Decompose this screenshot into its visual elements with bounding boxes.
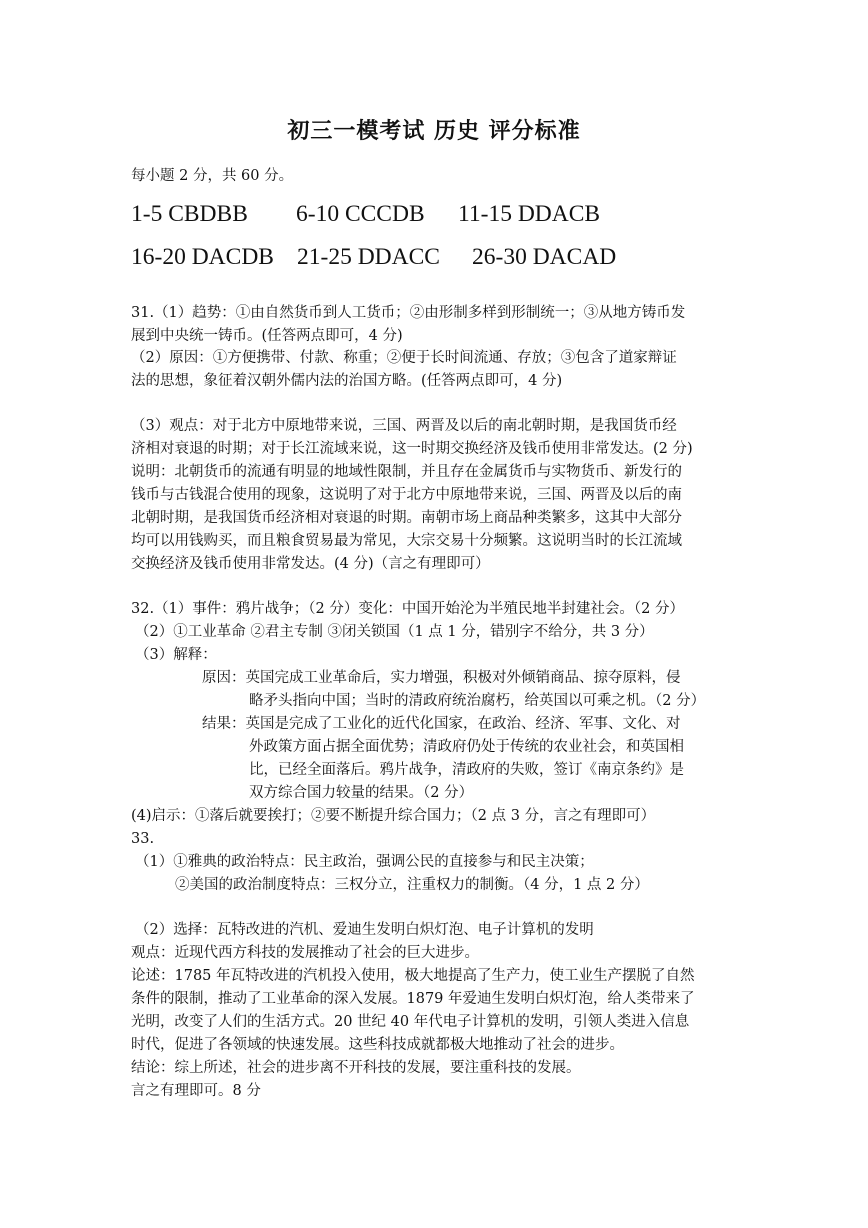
q31-line: （3）观点：对于北方中原地带来说，三国、两晋及以后的南北朝时期，是我国货币经 — [131, 418, 677, 434]
answer-group: 1-5 CBDBB — [131, 201, 248, 227]
q31-line: 展到中央统一铸币。(任答两点即可，4 分) — [131, 328, 403, 344]
q33-line: 时代，促进了各领域的快速发展。这些科技成就都极大地推动了社会的进步。 — [131, 1037, 624, 1053]
q33-line: ②美国的政治制度特点：三权分立，注重权力的制衡。（4 分，1 点 2 分） — [175, 877, 649, 893]
q33-line: （1）①雅典的政治特点：民主政治，强调公民的直接参与和民主决策； — [135, 854, 594, 870]
q33-line: （2）选择：瓦特改进的汽机、爱迪生发明白炽灯泡、电子计算机的发明 — [135, 922, 594, 938]
q31-line: 说明：北朝货币的流通有明显的地域性限制，并且存在金属货币与实物货币、新发行的 — [131, 464, 682, 480]
q31-line: 均可以用钱购买，而且粮食贸易最为常见，大宗交易十分频繁。这说明当时的长江流域 — [131, 533, 682, 549]
q32-line: 原因：英国完成工业革命后，实力增强，积极对外倾销商品、掠夺原料，侵 — [202, 670, 681, 686]
q31-line: （2）原因：①方便携带、付款、称重；②便于长时间流通、存放；③包含了道家辩证 — [131, 350, 677, 366]
answer-group: 11-15 DDACB — [458, 201, 601, 227]
q33-line: 条件的限制，推动了工业革命的深入发展。1879 年爱迪生发明白炽灯泡，给人类带来了 — [131, 991, 695, 1007]
q31-line: 交换经济及钱币使用非常发达。(4 分)（言之有理即可） — [131, 556, 490, 572]
q32-line: 略矛头指向中国；当时的清政府统治腐朽，给英国以可乘之机。（2 分） — [249, 693, 706, 709]
q33-line: 光明，改变了人们的生活方式。20 世纪 40 年代电子计算机的发明，引领人类进入信息 — [131, 1014, 690, 1030]
q32-line: 比，已经全面落后。鸦片战争，清政府的失败，签订《南京条约》是 — [249, 762, 684, 778]
q31-line: 31.（1）趋势：①由自然货币到人工货币；②由形制多样到形制统一；③从地方铸币发 — [131, 305, 686, 321]
intro-text: 每小题 2 分，共 60 分。 — [131, 168, 294, 184]
q31-line: 法的思想，象征着汉朝外儒内法的治国方略。(任答两点即可，4 分) — [131, 373, 563, 389]
q32-line: （2）①工业革命 ②君主专制 ③闭关锁国（1 点 1 分，错别字不给分，共 3 分） — [135, 624, 654, 640]
answer-group: 26-30 DACAD — [472, 244, 617, 270]
q33-line: 论述：1785 年瓦特改进的汽机投入使用，极大地提高了生产力，使工业生产摆脱了自然 — [131, 968, 695, 984]
q32-line: 结果：英国是完成了工业化的近代化国家，在政治、经济、军事、文化、对 — [202, 716, 681, 732]
page-title: 初三一模考试 历史 评分标准 — [287, 119, 581, 144]
q32-line: 32.（1）事件：鸦片战争；（2 分）变化：中国开始沦为半殖民地半封建社会。（2 分） — [131, 601, 684, 617]
q33-line: 观点：近现代西方科技的发展推动了社会的巨大进步。 — [131, 945, 479, 961]
answer-row-1 — [131, 200, 600, 228]
answer-group: 6-10 CCCDB — [296, 201, 425, 227]
q32-line: 外政策方面占据全面优势；清政府仍处于传统的农业社会，和英国相 — [249, 739, 684, 755]
q33-line: 33. — [131, 831, 155, 847]
q32-line: (4)启示：①落后就要挨打；②要不断提升综合国力；（2 点 3 分，言之有理即可） — [131, 808, 656, 824]
q32-line: （3）解释： — [135, 647, 217, 663]
answer-row-2 — [131, 243, 616, 271]
q31-line: 钱币与古钱混合使用的现象，这说明了对于北方中原地带来说，三国、两晋及以后的南 — [131, 487, 682, 503]
answer-group: 16-20 DACDB — [131, 244, 274, 270]
q32-line: 双方综合国力较量的结果。（2 分） — [249, 785, 474, 801]
q31-line: 北朝时期，是我国货币经济相对衰退的时期。南朝市场上商品种类繁多，这其中大部分 — [131, 510, 682, 526]
answer-group: 21-25 DDACC — [297, 244, 440, 270]
q33-line: 结论：综上所述，社会的进步离不开科技的发展，要注重科技的发展。 — [131, 1060, 581, 1076]
q33-line: 言之有理即可。8 分 — [131, 1083, 261, 1099]
q31-line: 济相对衰退的时期；对于长江流域来说，这一时期交换经济及钱币使用非常发达。(2 分) — [131, 441, 693, 457]
